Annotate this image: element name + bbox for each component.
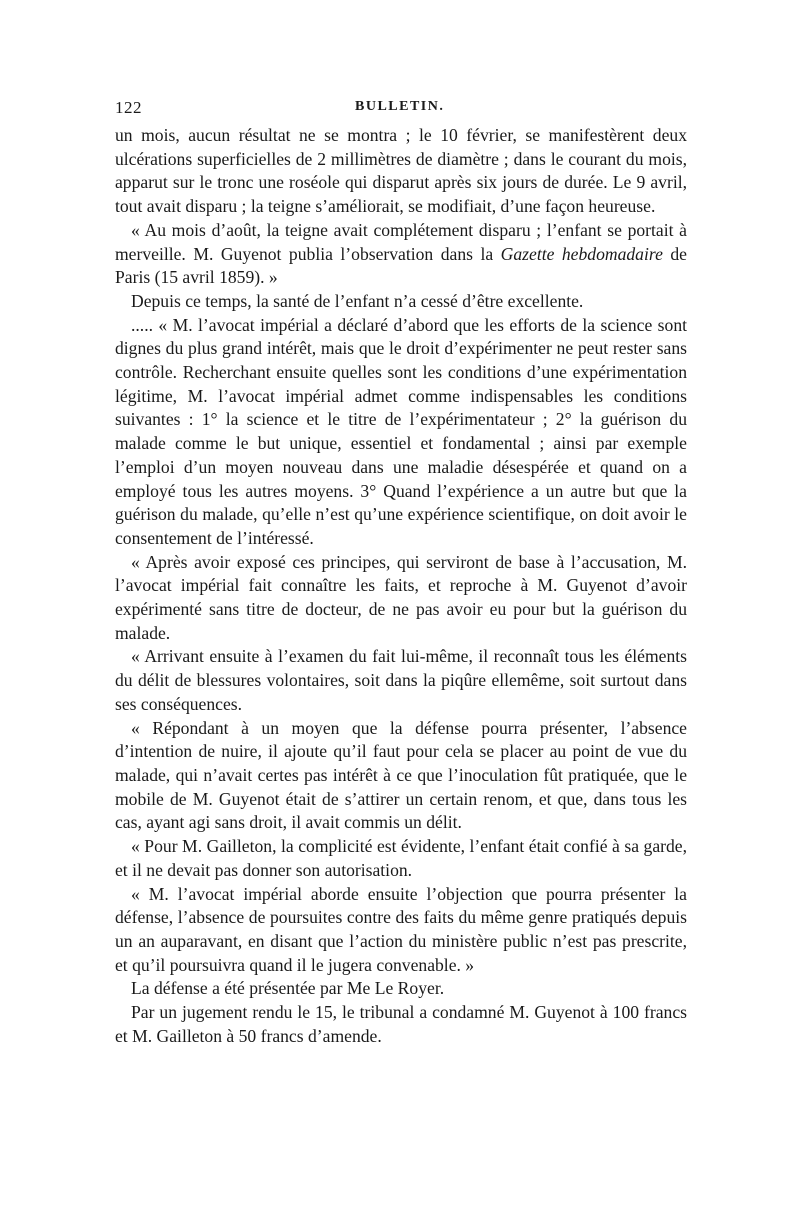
paragraph-accusation: « Après avoir exposé ces principes, qui serviront de base à l’accusation, M. l’avocat impérial fait connaître les faits, et reproche à M. Guyenot d’avoir expérimenté sans titre de docteur, de ne pas avoir eu pour but la guérison du malade.	[115, 551, 687, 643]
paragraph-continuation: un mois, aucun résultat ne se montra ; le 10 février, se manifestèrent deux ulcérations superficielles de 2 millimètres de diamètre ; dans le courant du mois, apparut sur le tronc une roséole qui disparut après six jours de durée. Le 9 avril, tout avait disparu ; la teigne s’améliorait, se modifiait, d’une façon heureuse.	[115, 125, 687, 217]
paragraph-gailleton: « Pour M. Gailleton, la complicité est évidente, l’enfant était confié à sa garde, et il ne devait pas donner son autorisation.	[115, 836, 687, 880]
paragraph-judgment: Par un jugement rendu le 15, le tribunal a condamné M. Guyenot à 100 francs et M. Gailleton à 50 francs d’amende.	[115, 1002, 687, 1046]
page-number: 122	[115, 98, 142, 117]
paragraph-august	[115, 219, 687, 290]
paragraph-prosecutor: ..... « M. l’avocat impérial a déclaré d’abord que les efforts de la science sont dignes du plus grand intérêt, mais que le droit d’expérimenter ne peut rester sans contrôle. Recherchant ensuite quelles sont les conditions d’une expérimentation légitime, M. l’avocat impérial admet comme indispensables les conditions suivantes : 1° la science et le titre de l’expérimentateur ; 2° la guérison du malade comme le but unique, essentiel et fondamental ; ainsi par exemple l’emploi d’un moyen nouveau dans une maladie désespérée et quand on a employé tous les autres moyens. 3° Quand l’expérience a un autre but que la guérison du malade, qu’elle n’est qu’une expérience scientifique, on doit avoir le consentement de l’intéressé.	[115, 314, 687, 548]
paragraph-august-tail: de Paris (15 avril 1859). »	[115, 243, 687, 288]
paragraph-health: Depuis ce temps, la santé de l’enfant n’a cessé d’être excellente.	[131, 290, 584, 311]
journal-title: Gazette hebdomadaire	[500, 243, 663, 264]
running-head	[115, 98, 687, 124]
paragraph-august-text: « Au mois d’août, la teigne avait complétement disparu ; l’enfant se portait à merveille. M. Guyenot publia l’observation dans la	[115, 219, 687, 264]
paragraph-defense: La défense a été présentée par Me Le Royer.	[131, 978, 445, 999]
paragraph-examination: « Arrivant ensuite à l’examen du fait lui-même, il reconnaît tous les éléments du délit de blessures volontaires, soit dans la piqûre ellemême, soit surtout dans ses conséquences.	[115, 646, 687, 714]
running-title: BULLETIN.	[355, 99, 445, 114]
page	[115, 98, 687, 1048]
body-text	[115, 124, 687, 1048]
paragraph-intent: « Répondant à un moyen que la défense pourra présenter, l’absence d’intention de nuire, il ajoute qu’il faut pour cela se placer au point de vue du malade, qui n’avait certes pas intérêt à ce que l’inoculation fût pratiquée, que le mobile de M. Guyenot était de s’attirer un certain renom, et que, dans tous les cas, ayant agi sans droit, il avait commis un délit.	[115, 717, 687, 833]
paragraph-objection: « M. l’avocat impérial aborde ensuite l’objection que pourra présenter la défense, l’absence de poursuites contre des faits du même genre pratiqués depuis un an auparavant, en disant que l’action du ministère public n’est pas prescrite, et qu’il poursuivra quand il le jugera convenable. »	[115, 883, 687, 975]
